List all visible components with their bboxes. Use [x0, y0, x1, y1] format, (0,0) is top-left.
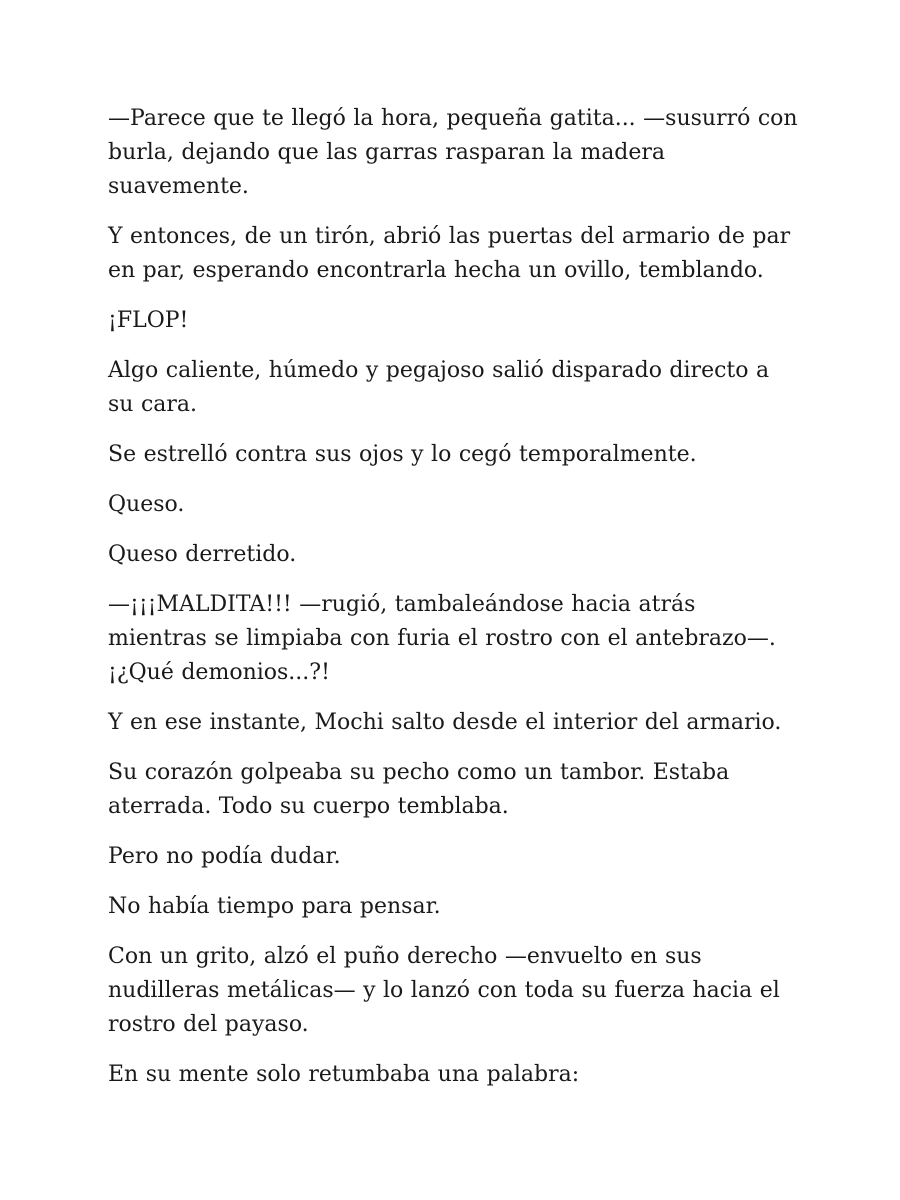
paragraph-6: Queso.	[108, 492, 185, 517]
paragraph-10: Su corazón golpeaba su pecho como un tambor. Estaba aterrada. Todo su cuerpo temblaba.	[108, 760, 730, 819]
paragraph-9: Y en ese instante, Mochi salto desde el interior del armario.	[108, 710, 782, 735]
paragraph-2: Y entonces, de un tirón, abrió las puertas del armario de par en par, esperando encontrarla hecha un ovillo, temblando.	[108, 224, 791, 283]
paragraph-3: ¡FLOP!	[108, 308, 189, 333]
paragraph-8: —¡¡¡MALDITA!!! —rugió, tambaleándose hacia atrás mientras se limpiaba con furia el rostro con el antebrazo—. ¡¿Qué demonios...?!	[108, 592, 776, 685]
paragraph-1: —Parece que te llegó la hora, pequeña gatita... —susurró con burla, dejando que las garras rasparan la madera suavemente.	[108, 106, 798, 199]
story-text	[108, 102, 798, 1092]
paragraph-13: Con un grito, alzó el puño derecho —envuelto en sus nudilleras metálicas— y lo lanzó con toda su fuerza hacia el rostro del payaso.	[108, 944, 780, 1037]
paragraph-12: No había tiempo para pensar.	[108, 894, 441, 919]
paragraph-4: Algo caliente, húmedo y pegajoso salió disparado directo a su cara.	[108, 358, 770, 417]
paragraph-14: En su mente solo retumbaba una palabra:	[108, 1062, 580, 1087]
paragraph-7: Queso derretido.	[108, 542, 297, 567]
paragraph-5: Se estrelló contra sus ojos y lo cegó temporalmente.	[108, 442, 697, 467]
paragraph-11: Pero no podía dudar.	[108, 844, 341, 869]
